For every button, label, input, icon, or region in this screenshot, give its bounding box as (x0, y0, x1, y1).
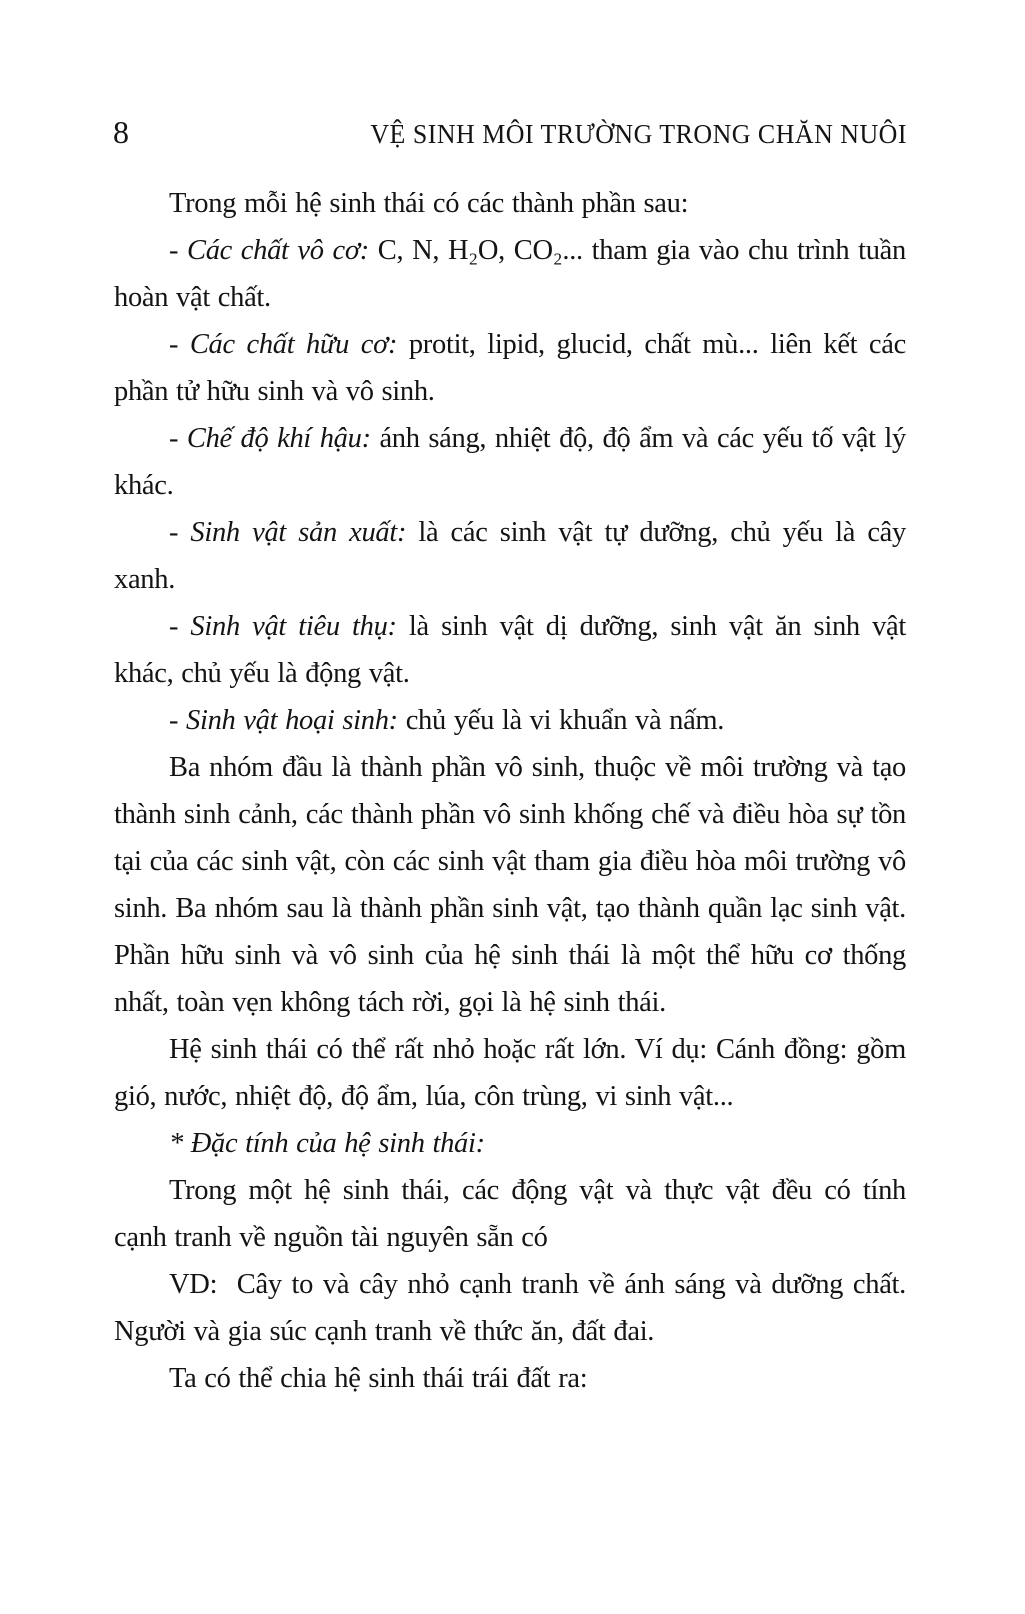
paragraph (114, 321, 906, 415)
italic-text-run: Sinh vật tiêu thụ: (190, 611, 397, 642)
text-run: C, N, H₂O, CO₂... tham gia vào chu trình tuần hoàn vật chất. (114, 235, 906, 313)
text-run: - (169, 517, 191, 548)
page-header (113, 110, 907, 150)
paragraph (114, 415, 906, 509)
italic-text-run: Các chất vô cơ: (186, 235, 369, 266)
italic-text-run: Chế độ khí hậu: (186, 423, 371, 454)
italic-text-run: Sinh vật hoại sinh: (186, 705, 398, 736)
italic-text-run: * Đặc tính của hệ sinh thái: (169, 1128, 485, 1159)
text-run: Ta có thể chia hệ sinh thái trái đất ra: (169, 1363, 588, 1394)
paragraph (114, 509, 906, 603)
paragraph (114, 227, 906, 321)
paragraph (114, 180, 906, 227)
text-run: - (169, 611, 191, 642)
text-run: chủ yếu là vi khuẩn và nấm. (397, 705, 725, 736)
paragraph (114, 1261, 906, 1355)
text-run: - (169, 705, 187, 736)
italic-text-run: Các chất hữu cơ: (189, 329, 398, 360)
text-run: Trong một hệ sinh thái, các động vật và thực vật đều có tính cạnh tranh về nguồn tài nguyên sẵn có (114, 1175, 906, 1253)
text-run: Ba nhóm đầu là thành phần vô sinh, thuộc về môi trường và tạo thành sinh cảnh, các thành phần vô sinh khống chế và điều hòa sự tồn tại của các sinh vật, còn các sinh vật tham gia điều hòa môi trường vô sinh. Ba nhóm sau là thành phần sinh vật, tạo thành quần lạc sinh vật. Phần hữu sinh và vô sinh của hệ sinh thái là một thể hữu cơ thống nhất, toàn vẹn không tách rời, gọi là hệ sinh thái. (114, 752, 906, 1018)
text-run: là các sinh vật tự dưỡng, chủ yếu là cây xanh. (114, 517, 906, 595)
text-run: ánh sáng, nhiệt độ, độ ẩm và các yếu tố vật lý khác. (114, 423, 906, 501)
paragraph (114, 744, 906, 1026)
text-run: Hệ sinh thái có thể rất nhỏ hoặc rất lớn. Ví dụ: Cánh đồng: gồm gió, nước, nhiệt độ, độ ẩm, lúa, côn trùng, vi sinh vật... (114, 1034, 906, 1112)
paragraph (114, 1167, 906, 1261)
text-run: - (169, 235, 187, 266)
page-body (114, 180, 906, 1402)
text-run: Trong mỗi hệ sinh thái có các thành phần sau: (169, 188, 689, 219)
page-number: 8 (113, 114, 129, 150)
text-run: protit, lipid, glucid, chất mù... liên kết các phần tử hữu sinh và vô sinh. (114, 329, 906, 407)
italic-text-run: Sinh vật sản xuất: (190, 517, 407, 548)
paragraph (114, 1355, 906, 1402)
paragraph (114, 1120, 906, 1167)
paragraph (114, 603, 906, 697)
text-run: là sinh vật dị dưỡng, sinh vật ăn sinh vật khác, chủ yếu là động vật. (114, 611, 906, 689)
paragraph (114, 1026, 906, 1120)
running-header: VỆ SINH MÔI TRƯỜNG TRONG CHĂN NUÔI (370, 119, 907, 149)
text-run: - (169, 423, 187, 454)
paragraph (114, 697, 906, 744)
text-run: VD: Cây to và cây nhỏ cạnh tranh về ánh sáng và dưỡng chất. Người và gia súc cạnh tranh về thức ăn, đất đai. (114, 1269, 906, 1347)
text-run: - (169, 329, 190, 360)
